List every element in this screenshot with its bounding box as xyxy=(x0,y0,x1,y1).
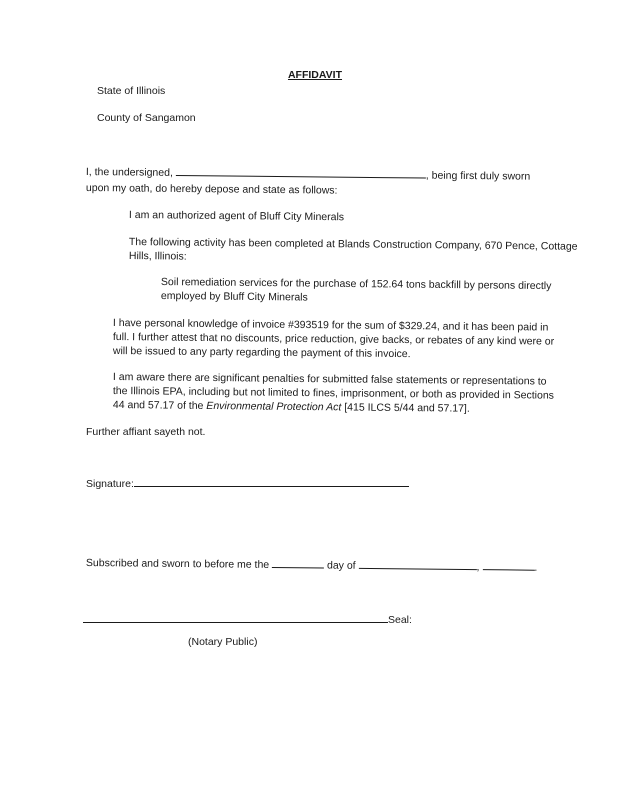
subscribed-period: . xyxy=(534,561,538,574)
notary-signature-line xyxy=(83,612,412,627)
penalties-line-1: I am aware there are significant penalties for submitted false statements or representations to xyxy=(112,370,547,388)
date-year-blank xyxy=(482,559,534,571)
county-line: County of Sangamon xyxy=(97,112,196,124)
act-name: Environmental Protection Act xyxy=(206,399,342,414)
subscribed-line xyxy=(86,555,538,575)
signature-blank xyxy=(134,476,409,487)
penalties-line-3-suffix: [415 ILCS 5/44 and 57.17]. xyxy=(341,401,470,415)
intro-prefix: I, the undersigned, xyxy=(85,165,173,179)
seal-label: Seal: xyxy=(388,614,412,626)
notary-public-label: (Notary Public) xyxy=(188,636,258,648)
notary-signature-blank xyxy=(83,612,388,623)
date-day-blank xyxy=(272,557,324,569)
agent-statement: I am an authorized agent of Bluff City Minerals xyxy=(128,208,345,224)
activity-line-1: The following activity has been completed at Blands Construction Company, 670 Pence, Cottage xyxy=(128,235,578,253)
intro-suffix: , being first duly sworn xyxy=(425,169,531,183)
penalties-line-2: the Illinois EPA, including but not limited to fines, imprisonment, or both as provided in Sections xyxy=(112,384,555,402)
subscribed-day-of: day of xyxy=(326,559,356,572)
state-line: State of Illinois xyxy=(97,85,166,97)
signature-line xyxy=(86,476,409,491)
subscribed-prefix: Subscribed and sworn to before me the xyxy=(85,556,270,571)
intro-line-2: upon my oath, do hereby depose and state as follows: xyxy=(85,181,338,197)
penalties-line-3 xyxy=(113,398,470,416)
knowledge-line-2: full. I further attest that no discounts, price reduction, give backs, or rebates of any kind were or xyxy=(112,330,555,348)
activity-line-2: Hills, Illinois: xyxy=(128,249,187,263)
services-line-1: Soil remediation services for the purchase of 152.64 tons backfill by persons directly xyxy=(160,275,552,293)
services-line-2: employed by Bluff City Minerals xyxy=(160,289,308,304)
knowledge-line-3: will be issued to any party regarding the payment of this invoice. xyxy=(112,344,411,361)
subscribed-comma: , xyxy=(476,561,480,574)
penalties-line-3-prefix: 44 and 57.17 of the xyxy=(112,398,207,412)
further-affiant: Further affiant sayeth not. xyxy=(86,426,206,438)
document-title: AFFIDAVIT xyxy=(287,69,343,81)
undersigned-name-blank xyxy=(176,165,426,179)
knowledge-line-1: I have personal knowledge of invoice #393519 for the sum of $329.24, and it has been paid in xyxy=(112,316,549,334)
date-month-blank xyxy=(359,558,477,570)
signature-label: Signature: xyxy=(86,478,134,490)
